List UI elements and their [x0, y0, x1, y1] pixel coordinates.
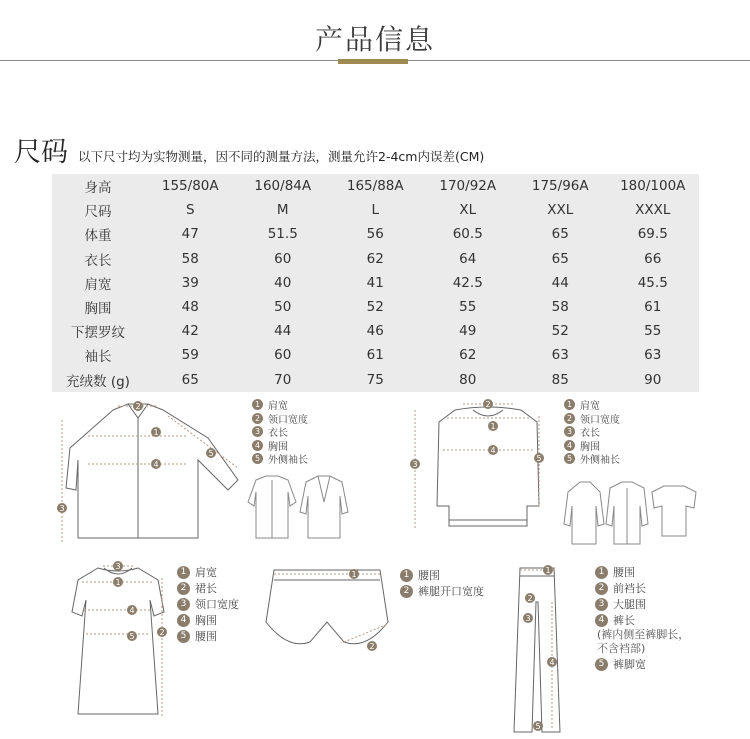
- legend-item: [252, 425, 308, 439]
- legend-item: [564, 425, 620, 439]
- table-cell: 47: [181, 226, 199, 243]
- table-cell: 69.5: [637, 226, 668, 243]
- legend-label: 裙长: [195, 582, 217, 595]
- legend-label: 前裆长: [613, 582, 646, 595]
- table-cell: XXL: [547, 202, 574, 219]
- legend-item: [595, 612, 689, 628]
- legend-label: 胸围: [195, 614, 217, 627]
- svg-text:1: 1: [153, 428, 159, 437]
- table-row: [52, 271, 699, 295]
- table-cell: 51.5: [267, 226, 298, 243]
- legend-label: 腰围: [195, 630, 217, 643]
- table-row: [52, 198, 699, 222]
- legend-item: [595, 564, 689, 580]
- legend-number: 5: [564, 453, 575, 464]
- legend-number: 1: [400, 569, 413, 582]
- row-header-cell: 下摆罗纹: [71, 325, 125, 342]
- table-cell: 44: [551, 274, 569, 291]
- shirt-legend: [252, 398, 308, 466]
- legend-number: 4: [595, 614, 608, 627]
- svg-text:4: 4: [549, 658, 555, 667]
- table-cell: 59: [181, 347, 199, 364]
- table-cell: 42: [181, 323, 199, 340]
- svg-text:2: 2: [135, 402, 141, 411]
- legend-item: [252, 398, 308, 412]
- table-row: [52, 222, 699, 246]
- row-header-cell: 体重: [84, 228, 112, 245]
- table-cell: S: [185, 202, 195, 219]
- legend-label: 领口宽度: [268, 414, 308, 426]
- legend-label: 外侧袖长: [580, 455, 620, 467]
- legend-item: [564, 452, 620, 466]
- table-cell: 165/88A: [346, 178, 404, 195]
- table-row: [52, 319, 699, 343]
- row-header-cell: 身高: [84, 180, 112, 197]
- table-cell: 65: [181, 371, 199, 388]
- dress-figure: [58, 558, 178, 738]
- dress-legend: [177, 564, 239, 644]
- legend-number: 2: [564, 413, 575, 424]
- legend-number: 4: [564, 440, 575, 451]
- row-header-cell: 衣长: [84, 252, 112, 269]
- legend-item: [177, 612, 239, 628]
- table-cell: 65: [551, 226, 569, 243]
- svg-text:3: 3: [59, 504, 65, 513]
- legend-number: 4: [252, 440, 263, 451]
- table-cell: 45.5: [637, 274, 668, 291]
- legend-number: 3: [252, 426, 263, 437]
- table-row: [52, 174, 699, 198]
- sweater-figure: [403, 396, 553, 546]
- legend-label: 胸围: [580, 441, 600, 453]
- svg-text:5: 5: [535, 722, 541, 731]
- table-cell: M: [276, 202, 289, 219]
- legend-item: [252, 452, 308, 466]
- table-cell: 66: [644, 250, 662, 267]
- legend-label: 领口宽度: [195, 598, 239, 611]
- legend-item: [564, 412, 620, 426]
- svg-text:5: 5: [208, 449, 214, 458]
- table-cell: 80: [459, 371, 477, 388]
- legend-number: 3: [177, 598, 190, 611]
- legend-item: [400, 583, 484, 599]
- legend-number: 3: [564, 426, 575, 437]
- legend-number: 1: [252, 399, 263, 410]
- legend-number: 2: [595, 582, 608, 595]
- svg-text:2: 2: [485, 400, 491, 409]
- legend-item: [252, 439, 308, 453]
- pants-figure: [508, 562, 568, 738]
- table-cell: L: [371, 202, 380, 219]
- svg-text:1: 1: [115, 578, 121, 587]
- table-cell: 52: [551, 323, 569, 340]
- svg-text:2: 2: [159, 628, 165, 637]
- sweater-legend: [564, 398, 620, 466]
- table-cell: 55: [459, 299, 477, 316]
- table-cell: XL: [459, 202, 477, 219]
- row-header-cell: 尺码: [84, 204, 112, 221]
- legend-item: [564, 398, 620, 412]
- legend-item: [595, 656, 689, 672]
- table-cell: 64: [459, 250, 477, 267]
- legend-number: 3: [595, 598, 608, 611]
- table-cell: 85: [551, 371, 569, 388]
- table-cell: 49: [459, 323, 477, 340]
- size-note: 以下尺寸均为实物测量，因不同的测量方法，测量允许2-4cm内误差(CM): [78, 149, 485, 164]
- svg-text:1: 1: [490, 422, 496, 431]
- table-cell: 44: [274, 323, 292, 340]
- shirt-figure: [48, 398, 253, 548]
- table-cell: 41: [366, 274, 384, 291]
- size-title: 尺码: [14, 137, 68, 168]
- sweater-thumbnails: [560, 478, 700, 548]
- table-cell: 58: [181, 250, 199, 267]
- legend-number: 2: [252, 413, 263, 424]
- table-cell: 39: [181, 274, 199, 291]
- table-cell: 60.5: [452, 226, 483, 243]
- legend-number: 5: [177, 630, 190, 643]
- table-cell: 170/92A: [439, 178, 497, 195]
- legend-item: [400, 567, 484, 583]
- legend-label: 衣长: [268, 428, 288, 440]
- jacket-thumbnails: [246, 472, 350, 542]
- table-cell: 60: [274, 250, 292, 267]
- legend-item: [177, 596, 239, 612]
- svg-text:5: 5: [129, 632, 135, 641]
- table-cell: 55: [644, 323, 662, 340]
- svg-text:3: 3: [115, 562, 121, 571]
- legend-number: 1: [177, 566, 190, 579]
- table-cell: 48: [181, 299, 199, 316]
- table-cell: 52: [366, 299, 384, 316]
- table-cell: 180/100A: [620, 178, 686, 195]
- size-heading: [14, 132, 484, 168]
- legend-label: 胸围: [268, 441, 288, 453]
- pants-note-line-2: 不含裆部): [597, 642, 646, 655]
- legend-item: [177, 628, 239, 644]
- table-cell: 58: [551, 299, 569, 316]
- legend-number: 1: [564, 399, 575, 410]
- legend-label: 肩宽: [580, 401, 600, 413]
- table-cell: 61: [366, 347, 384, 364]
- table-cell: 42.5: [452, 274, 483, 291]
- svg-text:1: 1: [351, 570, 357, 579]
- header-accent-bar: [338, 59, 408, 64]
- legend-item: [595, 580, 689, 596]
- svg-text:2: 2: [369, 642, 375, 651]
- table-cell: 60: [274, 347, 292, 364]
- table-cell: 175/96A: [531, 178, 589, 195]
- legend-number: 2: [177, 582, 190, 595]
- svg-text:1: 1: [545, 566, 551, 575]
- svg-text:3: 3: [412, 460, 418, 469]
- page-header: [0, 0, 750, 70]
- table-cell: 56: [366, 226, 384, 243]
- row-header-cell: 袖长: [84, 349, 112, 366]
- table-cell: 75: [366, 371, 384, 388]
- size-table: [52, 174, 699, 392]
- legend-label: 裤脚宽: [613, 658, 646, 671]
- table-cell: XXXL: [635, 202, 671, 219]
- shorts-figure: [262, 562, 392, 662]
- legend-label: 衣长: [580, 428, 600, 440]
- svg-text:2: 2: [527, 594, 533, 603]
- legend-number: 2: [400, 585, 413, 598]
- legend-label: 肩宽: [268, 401, 288, 413]
- legend-number: 4: [177, 614, 190, 627]
- legend-item: [564, 439, 620, 453]
- legend-number: 5: [252, 453, 263, 464]
- table-cell: 160/84A: [254, 178, 312, 195]
- table-cell: 46: [366, 323, 384, 340]
- table-cell: 61: [644, 299, 662, 316]
- table-row: [52, 247, 699, 271]
- legend-label: 裤长: [613, 614, 635, 627]
- table-cell: 63: [644, 347, 662, 364]
- svg-text:4: 4: [129, 606, 135, 615]
- shorts-legend: [400, 567, 484, 599]
- svg-text:3: 3: [525, 614, 531, 623]
- legend-item: [177, 564, 239, 580]
- legend-label: 大腿围: [613, 598, 646, 611]
- table-cell: 65: [551, 250, 569, 267]
- table-cell: 63: [551, 347, 569, 364]
- table-cell: 70: [274, 371, 292, 388]
- legend-item: [595, 596, 689, 612]
- table-row: [52, 368, 699, 392]
- legend-number: 1: [595, 566, 608, 579]
- row-header-cell: 胸围: [84, 301, 112, 318]
- table-cell: 62: [459, 347, 477, 364]
- pants-note-line-1: (裤内侧至裤脚长，: [597, 628, 690, 641]
- header-title: 产品信息: [314, 23, 435, 56]
- legend-label: 外侧袖长: [268, 455, 308, 467]
- svg-text:5: 5: [536, 454, 542, 463]
- table-cell: 90: [644, 371, 662, 388]
- legend-label: 裤腿开口宽度: [418, 585, 484, 598]
- row-header-cell: 肩宽: [84, 276, 112, 293]
- legend-label: 领口宽度: [580, 414, 620, 426]
- table-cell: 50: [274, 299, 292, 316]
- legend-item: [252, 412, 308, 426]
- svg-text:4: 4: [153, 460, 159, 469]
- legend-number: 5: [595, 658, 608, 671]
- legend-label: 腰围: [418, 569, 440, 582]
- legend-item: [177, 580, 239, 596]
- legend-label: 肩宽: [195, 566, 217, 579]
- table-row: [52, 295, 699, 319]
- table-cell: 40: [274, 274, 292, 291]
- table-cell: 62: [366, 250, 384, 267]
- legend-label: 腰围: [613, 566, 635, 579]
- row-header-cell: 充绒数 (g): [66, 373, 130, 390]
- table-row: [52, 343, 699, 367]
- pants-legend: [595, 564, 689, 672]
- svg-text:4: 4: [490, 446, 496, 455]
- table-cell: 155/80A: [161, 178, 219, 195]
